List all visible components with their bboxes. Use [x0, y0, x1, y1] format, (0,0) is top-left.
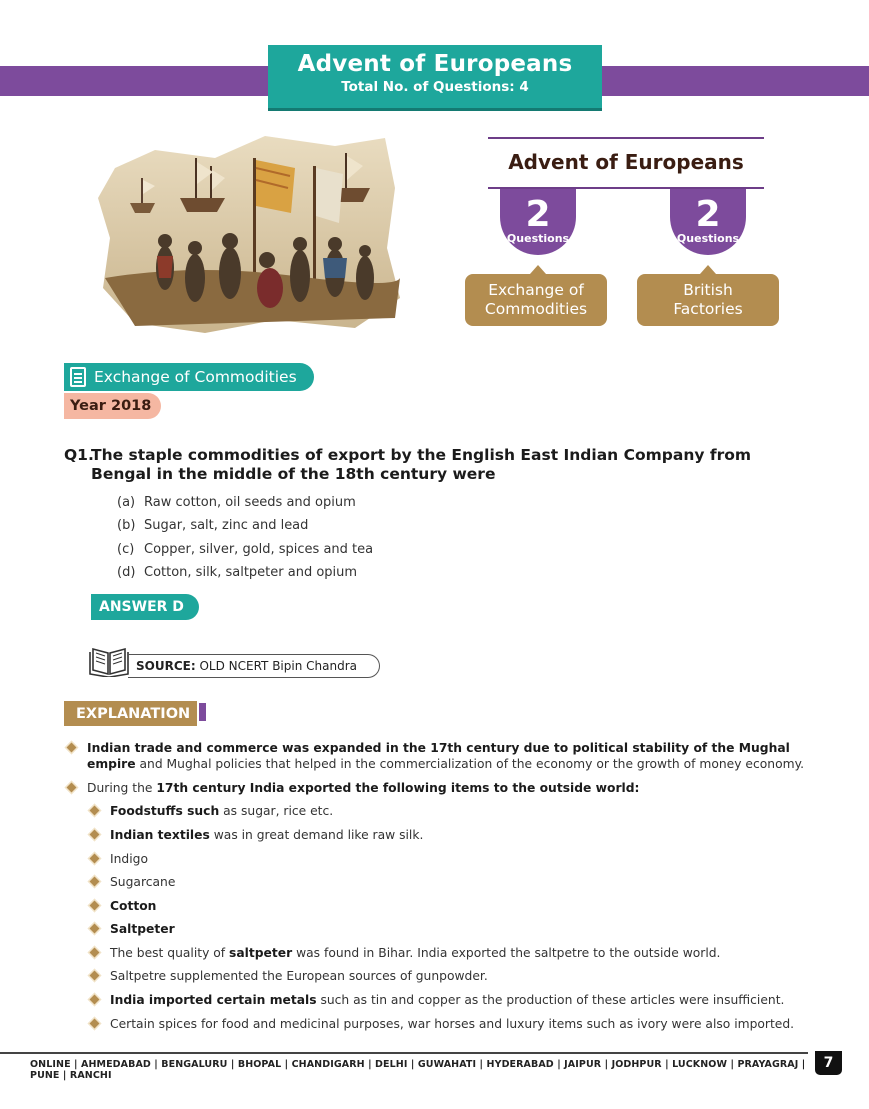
bullet-icon: [90, 901, 100, 911]
import-item: India imported certain metals such as tin and copper as the production of these articles were insufficient.: [110, 993, 785, 1007]
export-item: The best quality of saltpeter was found in Bihar. India exported the saltpetre to the outside world.: [110, 946, 721, 960]
option-d: (d) Cotton, silk, saltpeter and opium: [117, 565, 358, 580]
option-a: (a) Raw cotton, oil seeds and opium: [117, 495, 356, 510]
question-number: Q1.: [64, 446, 94, 464]
europeans-landing-illustration: [95, 128, 405, 338]
diagram-top-rule: [488, 137, 764, 139]
count-number: 2: [525, 194, 551, 235]
count-unit: Questions: [506, 232, 570, 245]
diagram-title: Advent of Europeans: [508, 150, 744, 174]
pointer-triangle: [700, 265, 716, 274]
bullet-icon: [90, 995, 100, 1005]
count-number: 2: [695, 194, 721, 235]
source-label: SOURCE:: [136, 659, 196, 673]
pointer-triangle: [530, 265, 546, 274]
explanation-heading: EXPLANATION: [64, 701, 197, 726]
export-item: Foodstuffs such as sugar, rice etc.: [110, 804, 334, 818]
answer-badge: ANSWER D: [91, 594, 199, 620]
bullet-icon: [90, 924, 100, 934]
bullet-icon: [67, 743, 77, 753]
book-icon: [89, 641, 129, 677]
source-text: OLD NCERT Bipin Chandra: [199, 659, 357, 673]
document-list-icon: [70, 367, 86, 387]
bullet-icon: [90, 877, 100, 887]
category-label-line1: British: [683, 281, 733, 299]
export-item: Sugarcane: [110, 875, 176, 889]
question-text: [64, 446, 804, 484]
count-badge-british: [670, 189, 746, 255]
bullet-icon: [90, 971, 100, 981]
chapter-title-box: [268, 45, 602, 108]
category-label-line2: Factories: [673, 300, 743, 318]
page-number: 7: [815, 1051, 842, 1075]
bullet-icon: [90, 806, 100, 816]
category-british-factories: [637, 274, 779, 326]
option-b: (b) Sugar, salt, zinc and lead: [117, 518, 309, 533]
export-item: Saltpeter: [110, 922, 175, 936]
section-title: Exchange of Commodities: [94, 368, 297, 386]
explanation-paragraph-2: During the 17th century India exported the following items to the outside world:: [87, 781, 640, 795]
category-exchange-of-commodities: [465, 274, 607, 326]
explanation-accent: [199, 703, 206, 721]
question-body: The staple commodities of export by the English East Indian Company from Bengal in the middle of the 18th century were: [91, 446, 752, 483]
category-label-line1: Exchange of: [488, 281, 584, 299]
import-item: Certain spices for food and medicinal purposes, war horses and luxury items such as ivory were also imported.: [110, 1017, 795, 1031]
export-item: Indian textiles was in great demand like raw silk.: [110, 828, 424, 842]
source-box: [128, 654, 380, 678]
bullet-icon: [67, 783, 77, 793]
bullet-icon: [90, 1019, 100, 1029]
footer-rule: [0, 1052, 808, 1054]
year-tag: Year 2018: [64, 393, 161, 419]
export-item: Saltpetre supplemented the European sources of gunpowder.: [110, 969, 488, 983]
section-tag: [64, 363, 314, 391]
bullet-icon: [90, 948, 100, 958]
category-label-line2: Commodities: [484, 300, 588, 318]
explanation-paragraph-1: Indian trade and commerce was expanded in the 17th century due to political stability of the Mughal empire and Mughal policies that helped in the commercialization of the economy or the growth of money economy.: [87, 741, 805, 771]
question-count: Total No. of Questions: 4: [341, 79, 529, 95]
footer-cities: ONLINE | AHMEDABAD | BENGALURU | BHOPAL | CHANDIGARH | DELHI | GUWAHATI | HYDERABAD | JAIPUR | JODHPUR | LUCKNOW | PRAYAGRAJ | PUNE | RANCHI: [30, 1059, 806, 1081]
chapter-title: Advent of Europeans: [297, 51, 573, 77]
bullet-icon: [90, 854, 100, 864]
count-unit: Questions: [676, 232, 740, 245]
export-item: Indigo: [110, 852, 148, 866]
bullet-icon: [90, 830, 100, 840]
option-c: (c) Copper, silver, gold, spices and tea: [117, 542, 374, 557]
count-badge-exchange: [500, 189, 576, 255]
export-item: Cotton: [110, 899, 157, 913]
